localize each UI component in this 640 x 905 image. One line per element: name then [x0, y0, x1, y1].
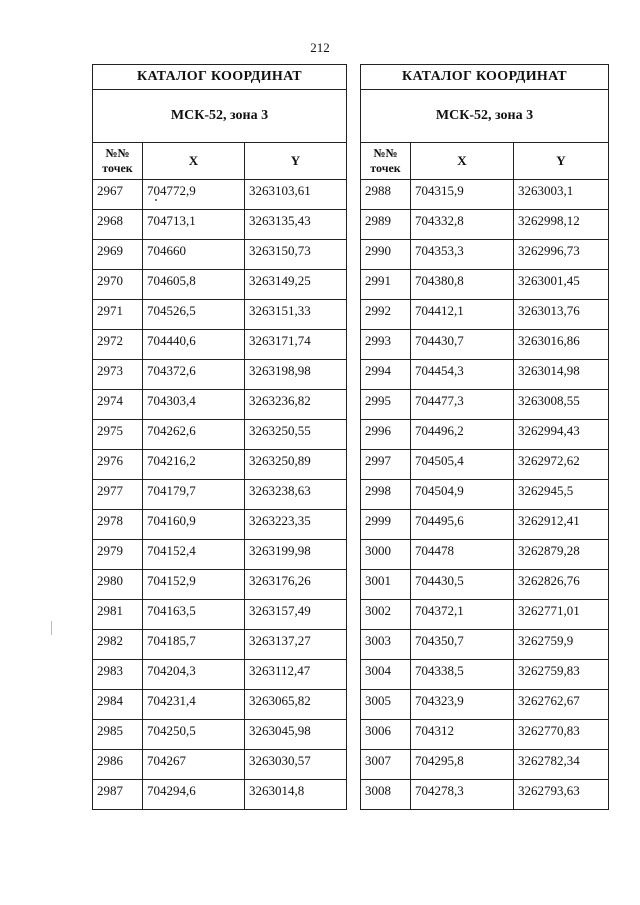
- y-coordinate-cell: 3262771,01: [514, 600, 609, 630]
- x-coordinate-cell: 704179,7: [143, 480, 245, 510]
- y-coordinate-cell: 3263250,55: [245, 420, 347, 450]
- point-number-cell: 3001: [361, 570, 411, 600]
- point-number-cell: 2973: [93, 360, 143, 390]
- y-coordinate-cell: 3262793,63: [514, 780, 609, 810]
- x-coordinate-cell: 704372,1: [411, 600, 514, 630]
- y-coordinate-cell: 3263199,98: [245, 540, 347, 570]
- x-coordinate-cell: 704440,6: [143, 330, 245, 360]
- coordinate-system: МСК-52, зона 3: [93, 90, 347, 143]
- x-coordinate-cell: 704477,3: [411, 390, 514, 420]
- y-coordinate-cell: 3262782,34: [514, 750, 609, 780]
- y-coordinate-cell: 3263150,73: [245, 240, 347, 270]
- x-coordinate-cell: 704412,1: [411, 300, 514, 330]
- table-row: [361, 570, 609, 600]
- y-coordinate-cell: 3263137,27: [245, 630, 347, 660]
- point-number-cell: 2971: [93, 300, 143, 330]
- point-number-header: [93, 143, 143, 180]
- y-coordinate-cell: 3263223,35: [245, 510, 347, 540]
- y-coordinate-cell: 3262994,43: [514, 420, 609, 450]
- point-number-cell: 2987: [93, 780, 143, 810]
- point-number-cell: 2983: [93, 660, 143, 690]
- x-coordinate-cell: 704267: [143, 750, 245, 780]
- point-number-header-line2: точек: [102, 161, 133, 175]
- table-row: [93, 540, 347, 570]
- x-coordinate-cell: 704454,3: [411, 360, 514, 390]
- table-row: [361, 690, 609, 720]
- x-coordinate-cell: 704526,5: [143, 300, 245, 330]
- table-row: [361, 630, 609, 660]
- page-number: 212: [310, 40, 330, 55]
- table-row: [361, 480, 609, 510]
- table-row: [93, 390, 347, 420]
- y-coordinate-cell: 3262879,28: [514, 540, 609, 570]
- point-number-cell: 2972: [93, 330, 143, 360]
- x-coordinate-cell: 704430,7: [411, 330, 514, 360]
- table-row: [361, 780, 609, 810]
- x-coordinate-cell: 704504,9: [411, 480, 514, 510]
- point-number-cell: 2988: [361, 180, 411, 210]
- table-row: [93, 600, 347, 630]
- margin-mark: [51, 621, 52, 635]
- y-coordinate-cell: 3263171,74: [245, 330, 347, 360]
- point-number-cell: 2993: [361, 330, 411, 360]
- x-coordinate-cell: 704278,3: [411, 780, 514, 810]
- y-coordinate-cell: 3263016,86: [514, 330, 609, 360]
- x-coordinate-cell: 704216,2: [143, 450, 245, 480]
- x-coordinate-cell: 704338,5: [411, 660, 514, 690]
- coordinate-catalog-right: [360, 64, 609, 810]
- table-row: [93, 660, 347, 690]
- table-row: [93, 480, 347, 510]
- y-coordinate-cell: 3262759,83: [514, 660, 609, 690]
- x-coordinate-cell: 704350,7: [411, 630, 514, 660]
- table-row: [93, 780, 347, 810]
- x-coordinate-cell: 704262,6: [143, 420, 245, 450]
- x-coordinate-cell: 704303,4: [143, 390, 245, 420]
- x-coordinate-cell: 704231,4: [143, 690, 245, 720]
- table-row: [361, 360, 609, 390]
- y-coordinate-cell: 3263014,8: [245, 780, 347, 810]
- table-row: [361, 210, 609, 240]
- point-number-cell: 2984: [93, 690, 143, 720]
- catalog-body: [361, 180, 609, 810]
- point-number-header: [361, 143, 411, 180]
- y-coordinate-cell: 3262826,76: [514, 570, 609, 600]
- table-row: [93, 180, 347, 210]
- y-coordinate-cell: 3263198,98: [245, 360, 347, 390]
- table-row: [93, 450, 347, 480]
- point-number-header-line1: №№: [105, 146, 130, 160]
- table-row: [93, 510, 347, 540]
- point-number-cell: 2986: [93, 750, 143, 780]
- point-number-cell: 3007: [361, 750, 411, 780]
- point-number-cell: 2998: [361, 480, 411, 510]
- table-row: [93, 300, 347, 330]
- table-row: [361, 660, 609, 690]
- table-row: [361, 510, 609, 540]
- y-coordinate-cell: 3263135,43: [245, 210, 347, 240]
- table-row: [361, 600, 609, 630]
- point-number-cell: 2990: [361, 240, 411, 270]
- y-coordinate-cell: 3263065,82: [245, 690, 347, 720]
- point-number-cell: 3008: [361, 780, 411, 810]
- x-coordinate-cell: 704152,9: [143, 570, 245, 600]
- x-coordinate-cell: 704204,3: [143, 660, 245, 690]
- x-coordinate-cell: 704495,6: [411, 510, 514, 540]
- x-header: X: [411, 143, 514, 180]
- point-number-cell: 2994: [361, 360, 411, 390]
- table-row: [361, 390, 609, 420]
- y-coordinate-cell: 3262998,12: [514, 210, 609, 240]
- table-row: [361, 330, 609, 360]
- y-coordinate-cell: 3262770,83: [514, 720, 609, 750]
- point-number-header-line2: точек: [370, 161, 401, 175]
- coordinate-catalog-left: [92, 64, 347, 810]
- table-row: [93, 420, 347, 450]
- table-row: [361, 180, 609, 210]
- x-coordinate-cell: 704332,8: [411, 210, 514, 240]
- point-number-cell: 2991: [361, 270, 411, 300]
- point-number-cell: 2969: [93, 240, 143, 270]
- x-coordinate-cell: 704372,6: [143, 360, 245, 390]
- point-number-cell: 2968: [93, 210, 143, 240]
- y-coordinate-cell: 3263238,63: [245, 480, 347, 510]
- y-header: Y: [514, 143, 609, 180]
- point-number-cell: 2982: [93, 630, 143, 660]
- y-coordinate-cell: 3263151,33: [245, 300, 347, 330]
- y-coordinate-cell: 3262762,67: [514, 690, 609, 720]
- x-coordinate-cell: 704160,9: [143, 510, 245, 540]
- y-coordinate-cell: 3262912,41: [514, 510, 609, 540]
- y-coordinate-cell: 3263149,25: [245, 270, 347, 300]
- x-coordinate-cell: 704250,5: [143, 720, 245, 750]
- table-row: [361, 720, 609, 750]
- point-number-cell: 3006: [361, 720, 411, 750]
- point-number-cell: 2977: [93, 480, 143, 510]
- point-number-header-line1: №№: [373, 146, 398, 160]
- x-coordinate-cell: 704505,4: [411, 450, 514, 480]
- x-coordinate-cell: 704315,9: [411, 180, 514, 210]
- coordinate-system: МСК-52, зона 3: [361, 90, 609, 143]
- point-number-cell: 2996: [361, 420, 411, 450]
- y-coordinate-cell: 3263003,1: [514, 180, 609, 210]
- y-coordinate-cell: 3262972,62: [514, 450, 609, 480]
- point-number-cell: 2976: [93, 450, 143, 480]
- scan-speck: [155, 199, 157, 201]
- y-coordinate-cell: 3262996,73: [514, 240, 609, 270]
- table-row: [93, 750, 347, 780]
- point-number-cell: 3003: [361, 630, 411, 660]
- table-row: [361, 540, 609, 570]
- y-coordinate-cell: 3263014,98: [514, 360, 609, 390]
- table-row: [361, 450, 609, 480]
- table-row: [93, 240, 347, 270]
- table-row: [93, 570, 347, 600]
- catalog-title: КАТАЛОГ КООРДИНАТ: [93, 65, 347, 90]
- point-number-cell: 2979: [93, 540, 143, 570]
- point-number-cell: 2992: [361, 300, 411, 330]
- x-coordinate-cell: 704353,3: [411, 240, 514, 270]
- x-coordinate-cell: 704163,5: [143, 600, 245, 630]
- y-coordinate-cell: 3263030,57: [245, 750, 347, 780]
- table-row: [93, 270, 347, 300]
- y-header: Y: [245, 143, 347, 180]
- point-number-cell: 3004: [361, 660, 411, 690]
- y-coordinate-cell: 3263176,26: [245, 570, 347, 600]
- point-number-cell: 2989: [361, 210, 411, 240]
- point-number-cell: 2975: [93, 420, 143, 450]
- x-coordinate-cell: 704772,9: [143, 180, 245, 210]
- point-number-cell: 2995: [361, 390, 411, 420]
- y-coordinate-cell: 3263250,89: [245, 450, 347, 480]
- table-row: [93, 690, 347, 720]
- point-number-cell: 2967: [93, 180, 143, 210]
- point-number-cell: 2978: [93, 510, 143, 540]
- x-coordinate-cell: 704430,5: [411, 570, 514, 600]
- y-coordinate-cell: 3262945,5: [514, 480, 609, 510]
- y-coordinate-cell: 3263001,45: [514, 270, 609, 300]
- point-number-cell: 2974: [93, 390, 143, 420]
- y-coordinate-cell: 3263112,47: [245, 660, 347, 690]
- catalog-body: [93, 180, 347, 810]
- point-number-cell: 3000: [361, 540, 411, 570]
- y-coordinate-cell: 3262759,9: [514, 630, 609, 660]
- point-number-cell: 2999: [361, 510, 411, 540]
- table-row: [361, 420, 609, 450]
- table-row: [93, 360, 347, 390]
- x-coordinate-cell: 704294,6: [143, 780, 245, 810]
- y-coordinate-cell: 3263157,49: [245, 600, 347, 630]
- y-coordinate-cell: 3263103,61: [245, 180, 347, 210]
- point-number-cell: 2985: [93, 720, 143, 750]
- point-number-cell: 2970: [93, 270, 143, 300]
- table-row: [361, 300, 609, 330]
- table-row: [361, 750, 609, 780]
- catalog-title: КАТАЛОГ КООРДИНАТ: [361, 65, 609, 90]
- y-coordinate-cell: 3263045,98: [245, 720, 347, 750]
- point-number-cell: 2981: [93, 600, 143, 630]
- table-row: [361, 270, 609, 300]
- x-coordinate-cell: 704496,2: [411, 420, 514, 450]
- point-number-cell: 3005: [361, 690, 411, 720]
- x-coordinate-cell: 704312: [411, 720, 514, 750]
- x-coordinate-cell: 704295,8: [411, 750, 514, 780]
- y-coordinate-cell: 3263236,82: [245, 390, 347, 420]
- x-coordinate-cell: 704660: [143, 240, 245, 270]
- table-row: [93, 210, 347, 240]
- table-row: [93, 630, 347, 660]
- y-coordinate-cell: 3263008,55: [514, 390, 609, 420]
- x-coordinate-cell: 704380,8: [411, 270, 514, 300]
- table-row: [361, 240, 609, 270]
- x-coordinate-cell: 704478: [411, 540, 514, 570]
- x-header: X: [143, 143, 245, 180]
- table-row: [93, 720, 347, 750]
- point-number-cell: 2997: [361, 450, 411, 480]
- table-row: [93, 330, 347, 360]
- x-coordinate-cell: 704605,8: [143, 270, 245, 300]
- point-number-cell: 3002: [361, 600, 411, 630]
- point-number-cell: 2980: [93, 570, 143, 600]
- x-coordinate-cell: 704323,9: [411, 690, 514, 720]
- x-coordinate-cell: 704152,4: [143, 540, 245, 570]
- x-coordinate-cell: 704185,7: [143, 630, 245, 660]
- y-coordinate-cell: 3263013,76: [514, 300, 609, 330]
- x-coordinate-cell: 704713,1: [143, 210, 245, 240]
